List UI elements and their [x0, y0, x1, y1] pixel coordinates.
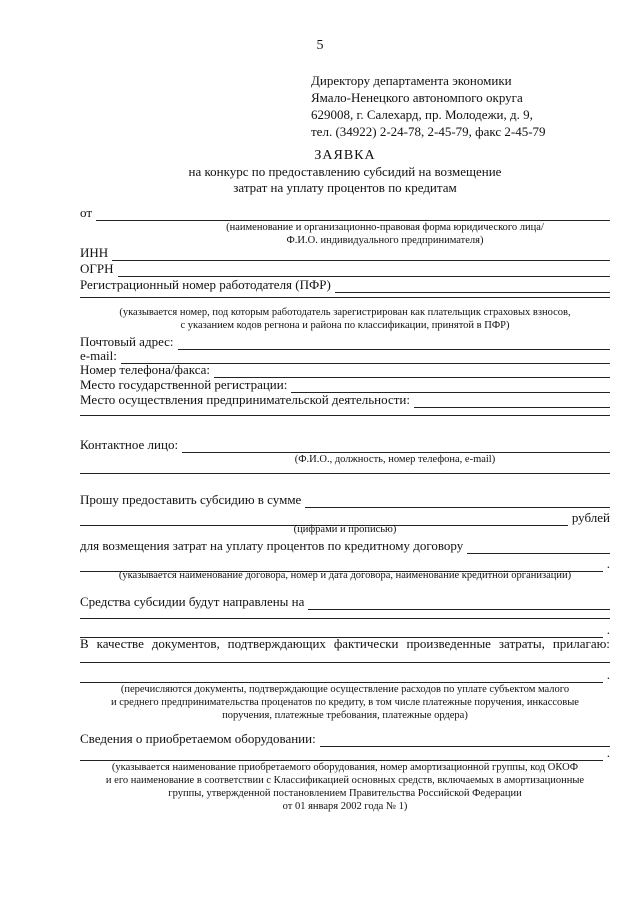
ogrn-label: ОГРН: [80, 261, 114, 276]
note-line: с указанием кодов регнона и района по классификации, принятой в ПФР): [180, 320, 510, 331]
from-input-line[interactable]: [96, 209, 610, 221]
note-line: (указывается наименование приобретаемого оборудования, номер амортизационной группы, код ОКОФ: [111, 762, 579, 773]
note-line: Ф.И.О. индивидуального предпринимателя): [286, 235, 484, 246]
business-place-input-line[interactable]: [414, 396, 610, 408]
inn-field: [80, 245, 610, 261]
direction-input-line[interactable]: [308, 598, 610, 610]
amount-label: Прошу предоставить субсидию в сумме: [80, 492, 302, 507]
from-note: [80, 221, 640, 247]
document-subtitle: [0, 164, 640, 196]
addressee-line: 629008, г. Салехард, пр. Молодежи, д. 9,: [311, 107, 533, 122]
from-field: [80, 205, 610, 221]
addressee-line: Ямало-Ненецкого автономпого округа: [311, 90, 523, 105]
contact-note: (Ф.И.О., должность, номер телефона, e-mail): [294, 454, 496, 465]
purpose-label: для возмещения затрат на уплату процентов по кредитному договору: [80, 538, 464, 553]
contact-extra-line[interactable]: [80, 473, 610, 474]
direction-label: Средства субсидии будут направлены на: [80, 594, 305, 609]
contact-field: [80, 437, 610, 453]
phone-label: Номер телефона/факса:: [80, 362, 211, 377]
amount-input-line[interactable]: [305, 496, 610, 508]
purpose-input-line[interactable]: [467, 542, 610, 554]
document-title: ЗАЯВКА: [314, 148, 376, 163]
docs-period: .: [606, 667, 610, 682]
reg-place-field: [80, 377, 610, 393]
from-label: от: [80, 205, 93, 220]
docs-word: фактически: [333, 636, 399, 651]
ogrn-field: [80, 261, 610, 277]
equipment-extra-field: [80, 745, 610, 761]
note-line: и его наименование в соответствии с Классификацией основных средств, включаемых в амортизационные: [105, 775, 585, 786]
inn-input-line[interactable]: [112, 249, 610, 261]
note-line: от 01 января 2002 года № 1): [282, 801, 408, 812]
docs-extra-line[interactable]: [80, 671, 603, 683]
ogrn-input-line[interactable]: [118, 265, 610, 277]
docs-word: прилагаю:: [552, 636, 610, 651]
pfr-field: [80, 277, 610, 293]
page-number: 5: [316, 38, 324, 53]
purpose-field: [80, 538, 610, 554]
addressee-block: [311, 72, 546, 140]
note-line: (наименование и организационно-правовая форма юридического лица/: [226, 222, 544, 233]
note-line: группы, утвержденной постановлением Правительства Российской Федерации: [168, 788, 522, 799]
docs-word: затраты,: [498, 636, 545, 651]
note-line: поручения, платежные требования, платежные ордера): [222, 710, 468, 721]
note-line: и среднего предпринимательства проценатов по кредиту, в том числе платежные поручения, инкассовые: [111, 697, 579, 708]
docs-word: подтверждающих: [227, 636, 326, 651]
pfr-note: [80, 306, 610, 332]
docs-word: В: [80, 636, 89, 651]
purpose-period: .: [606, 556, 610, 571]
business-place-label: Место осуществления предпринимательской деятельности:: [80, 392, 410, 407]
email-label: e-mail:: [80, 348, 117, 363]
subtitle-line: затрат на уплату процентов по кредитам: [233, 180, 457, 195]
reg-place-label: Место государственной регистрации:: [80, 377, 288, 392]
pfr-label: Регистрационный номер работодателя (ПФР): [80, 277, 331, 292]
docs-word: произведенные: [406, 636, 491, 651]
contact-input-line[interactable]: [182, 441, 610, 453]
pfr-extra-line[interactable]: [80, 297, 610, 298]
rubles-label: рублей: [571, 510, 610, 525]
inn-label: ИНН: [80, 245, 109, 260]
postal-label: Почтовый адрес:: [80, 334, 174, 349]
docs-word: качестве: [96, 636, 144, 651]
addressee-line: тел. (34922) 2-24-78, 2-45-79, факс 2-45-79: [311, 124, 546, 139]
subtitle-line: на конкурс по предоставлению субсидий на возмещение: [188, 164, 502, 179]
direction-extra-line[interactable]: [80, 618, 610, 619]
amount-note: (цифрами и прописью): [293, 524, 397, 535]
docs-statement: [80, 636, 610, 652]
equipment-period: .: [606, 745, 610, 760]
equipment-extra-line[interactable]: [80, 749, 603, 761]
equipment-label: Сведения о приобретаемом оборудовании:: [80, 731, 316, 746]
direction-period: .: [606, 622, 610, 637]
amount-field: [80, 492, 610, 508]
purpose-note: (указывается наименование договора, номер и дата договора, наименование кредитной организации): [118, 570, 572, 581]
equipment-note: [80, 761, 610, 813]
docs-word: документов,: [151, 636, 220, 651]
note-line: (указывается номер, под которым работодатель зарегистрирован как плательщик страховых взносов,: [119, 307, 571, 318]
business-place-field: [80, 392, 610, 408]
pfr-input-line[interactable]: [335, 281, 610, 293]
addressee-line: Директору департамента экономики: [311, 73, 512, 88]
business-place-extra-line[interactable]: [80, 415, 610, 416]
note-line: (перечисляются документы, подтверждающие осуществление расходов по уплате субъектом малого: [120, 684, 570, 695]
docs-line[interactable]: [80, 662, 610, 663]
docs-extra-field: [80, 667, 610, 683]
docs-note: [80, 683, 610, 722]
direction-field: [80, 594, 610, 610]
phone-field: [80, 362, 610, 378]
contact-label: Контактное лицо:: [80, 437, 179, 452]
